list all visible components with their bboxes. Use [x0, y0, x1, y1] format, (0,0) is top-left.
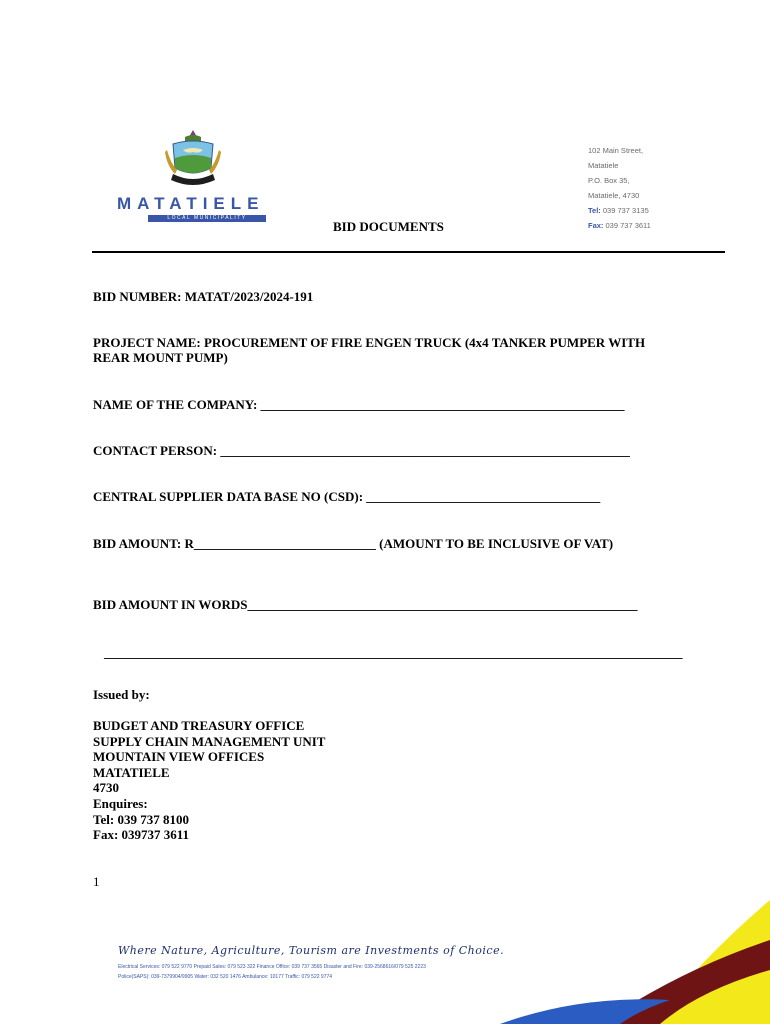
bid-amount-field: BID AMOUNT: R____________________________ (AMOUNT TO BE INCLUSIVE OF VAT) [93, 536, 614, 551]
csd-number-field: CENTRAL SUPPLIER DATA BASE NO (CSD): ____________________________________ [93, 489, 601, 504]
address-line: Matatiele [588, 161, 619, 170]
issuer-line: BUDGET AND TREASURY OFFICE [93, 718, 305, 733]
logo-wordmark: MATATIELE [117, 194, 265, 213]
address-line: 102 Main Street, [588, 146, 644, 155]
contact-person-field: CONTACT PERSON: _______________________________________________________________ [93, 443, 630, 458]
issuer-line: MATATIELE [93, 764, 170, 780]
address-line: Matatiele, 4730 [588, 191, 640, 200]
project-name-line1: PROJECT NAME: PROCUREMENT OF FIRE ENGEN TRUCK (4x4 TANKER PUMPER WITH [93, 335, 646, 350]
issuer-address [93, 718, 325, 843]
issuer-line: SUPPLY CHAIN MANAGEMENT UNIT [93, 733, 326, 749]
fax-label: Fax: [588, 221, 604, 230]
address-fax [588, 218, 651, 233]
fax-value: 039 737 3611 [603, 221, 651, 230]
municipality-address [588, 143, 651, 233]
footer-slogan: Where Nature, Agriculture, Tourism are Investments of Choice. [118, 944, 505, 957]
issuer-line: Fax: 039737 3611 [93, 827, 190, 843]
issuer-line: MOUNTAIN VIEW OFFICES [93, 749, 265, 765]
footer-contacts-row2: Police(SAPS): 039-7379904/9905 Water: 032 520 1476 Ambulance: 10177 Traffic: 079 522 9774 [118, 974, 333, 980]
coat-of-arms-icon [163, 128, 223, 190]
bid-amount-words-field: BID AMOUNT IN WORDS____________________________________________________________ [93, 597, 638, 612]
tel-value: 039 737 3135 [600, 206, 649, 215]
company-name-field: NAME OF THE COMPANY: ________________________________________________________ [93, 397, 625, 412]
issuer-line: Enquires: [93, 795, 148, 811]
footer-swoosh-graphic [500, 900, 770, 1024]
page-number: 1 [93, 874, 100, 889]
footer-contacts-row1: Electrical Services: 079 522 9770 Prepaid Sales: 079 523 322 Finance Office: 039 737 3565 Disaster and Fire: 039-2568616/079 525 2223 [118, 964, 426, 970]
address-tel [588, 203, 651, 218]
municipality-logo [110, 128, 295, 228]
document-title: BID DOCUMENTS [333, 219, 444, 234]
logo-subtitle: LOCAL MUNICIPALITY [148, 215, 266, 222]
header-divider [92, 251, 725, 253]
address-line: P.O. Box 35, [588, 176, 630, 185]
bid-amount-words-continuation: _________________________________________________________________________________________ [104, 645, 683, 660]
issued-by-label: Issued by: [93, 687, 150, 702]
bid-number: BID NUMBER: MATAT/2023/2024-191 [93, 289, 314, 304]
issuer-line: Tel: 039 737 8100 [93, 811, 189, 827]
project-name-line2: REAR MOUNT PUMP) [93, 350, 228, 365]
tel-label: Tel: [588, 206, 601, 215]
issuer-line: 4730 [93, 780, 119, 796]
